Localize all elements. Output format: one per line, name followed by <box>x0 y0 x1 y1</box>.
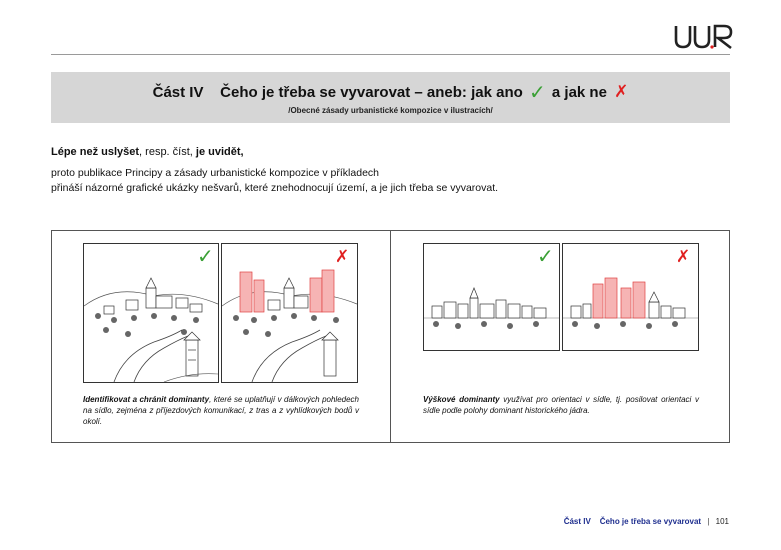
banner-heading: Čeho je třeba se vyvarovat – aneb: jak ano <box>220 84 523 101</box>
uur-logo <box>674 22 734 50</box>
page-number: 101 <box>715 517 729 526</box>
banner-title <box>51 80 730 105</box>
uur-logo-mark <box>674 22 734 50</box>
panel-divider <box>390 231 391 442</box>
left-caption <box>83 394 359 427</box>
left-caption-text: , které se uplatňují v dálkových pohledech na sídlo, zejména z příjezdových komunikací, z tras a z vyhlídkových bodů v okolí. <box>83 395 359 426</box>
illustration-dominant-good <box>83 243 219 383</box>
intro-line-1: proto publikace Principy a zásady urbanistické kompozice v příkladech <box>51 167 379 179</box>
banner-and-not: a jak ne <box>551 84 607 101</box>
lead-bold-1: Lépe než uslyšet <box>51 146 140 158</box>
page-footer <box>564 517 729 526</box>
banner-part: Část IV <box>152 84 204 101</box>
footer-title: Čeho je třeba se vyvarovat <box>599 517 702 526</box>
left-caption-bold: Identifikovat a chránit dominanty <box>83 395 210 404</box>
cross-icon: ✗ <box>614 82 629 101</box>
illustration-height-good <box>423 243 560 351</box>
lead-bold-2: je uvidět, <box>195 146 244 158</box>
illustration-height-bad <box>562 243 699 351</box>
footer-part: Část IV <box>563 517 591 526</box>
cross-icon: ✗ <box>335 247 350 266</box>
right-caption <box>423 394 699 416</box>
checkmark-icon: ✓ <box>528 82 546 104</box>
footer-separator: | <box>707 517 710 526</box>
header-rule <box>51 54 730 55</box>
cross-icon: ✗ <box>676 247 691 266</box>
right-caption-bold: Výškové dominanty <box>423 395 500 404</box>
lead-line <box>51 146 244 158</box>
section-banner <box>51 72 730 123</box>
illustration-panel <box>51 230 730 443</box>
intro-paragraph <box>51 166 498 196</box>
lead-normal: , resp. číst, <box>139 146 196 158</box>
checkmark-icon: ✓ <box>537 246 554 268</box>
right-caption-text: využívat pro orientaci v sídle, tj. posilovat orientaci v sídle podle polohy dominant historického jádra. <box>423 395 699 415</box>
intro-line-2: přináší názorné grafické ukázky nešvarů, které znehodnocují území, a je jich třeba se vyvarovat. <box>51 182 499 194</box>
banner-subtitle: /Obecné zásady urbanistické kompozice v ilustracích/ <box>288 106 493 115</box>
illustration-dominant-bad <box>221 243 358 383</box>
checkmark-icon: ✓ <box>197 246 214 268</box>
